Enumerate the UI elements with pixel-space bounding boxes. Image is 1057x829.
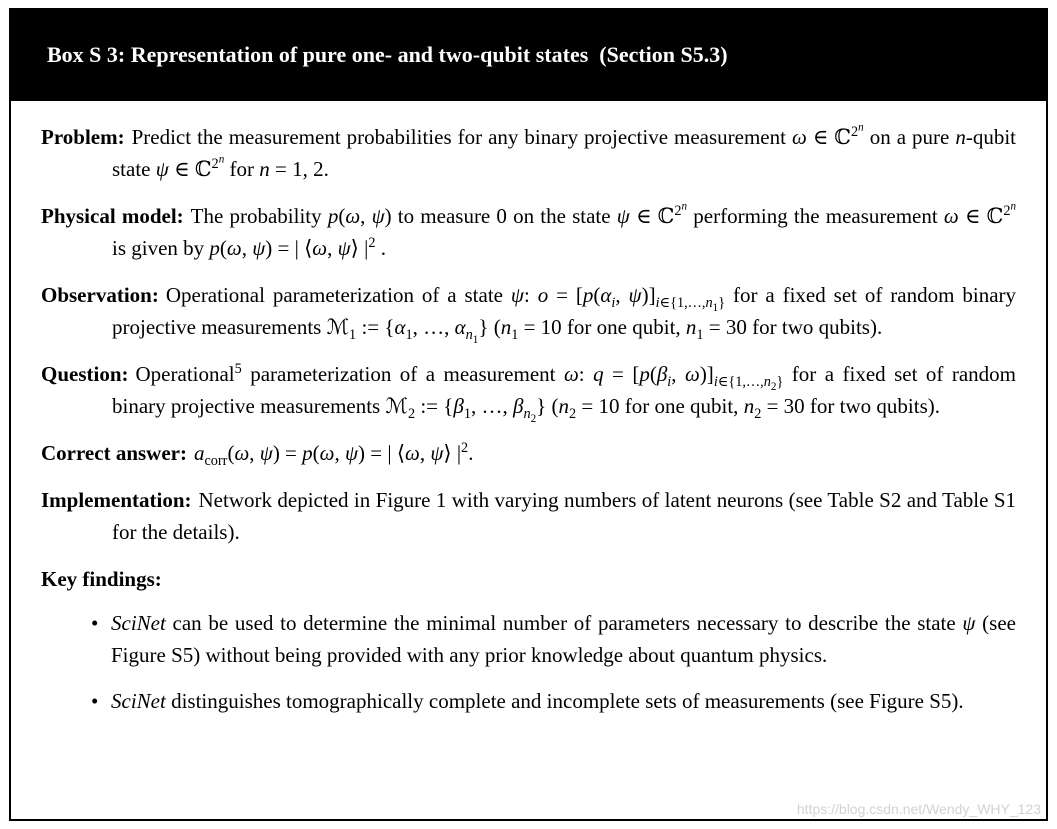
para-observation [41, 279, 1017, 347]
para-problem-label: Problem: [41, 125, 125, 149]
para-key-findings-label: Key findings: [41, 567, 162, 591]
para-observation-text: Operational parameterization of a state ψ: $o = [p(\alpha_i$, $\psi)]_{i\in\{1,\dots,n_1\}}$ for a fixed set of random binary projective measurements ℳ$_1$ := {$\alpha_1$, …, $\alpha_{n_1}$} ($n_1 = 10$ for one qubit, $n_1 = 30$ for two qubits). [112, 283, 1017, 347]
box-s3-panel [9, 8, 1048, 821]
para-implementation-label: Implementation: [41, 488, 192, 512]
para-implementation [41, 484, 1016, 548]
box-content [11, 101, 1046, 717]
key-finding-item [89, 607, 1016, 671]
para-correct-answer-text: $a_{corr}(\omega$, ψ) = p(ω, ψ) = | ⟨ω, ψ⟩ $|^2$. [193, 440, 474, 470]
key-finding-text: SciNet can be used to determine the minimal number of parameters necessary to describe the state ψ (see Figure S5) without being provided with any prior knowledge about quantum physics. [111, 611, 1016, 667]
para-correct-answer-label: Correct answer: [41, 441, 187, 465]
key-finding-text: SciNet distinguishes tomographically complete and incomplete sets of measurements (see Figure S5). [111, 689, 964, 713]
watermark-text: https://blog.csdn.net/Wendy_WHY_123 [796, 801, 1041, 817]
para-physical-model [41, 200, 1016, 264]
para-problem [41, 121, 1016, 185]
para-physical-model-text: The probability p(ω, ψ) to measure 0 on the state ψ ∈ ℂ$^{2^n}$ performing the measurement ω ∈ ℂ$^{2^n}$ is given by p(ω, ψ) = | ⟨ω, ψ⟩ $|^2$ . [112, 200, 1017, 260]
key-finding-item [89, 685, 1016, 717]
para-question-label: Question: [41, 362, 129, 386]
para-question-text: Operational$^5$ parameterization of a measurement ω: $q = [p(\beta_i$, $\omega)]_{i\in\{1,\dots,n_2\}}$ for a fixed set of random binary projective measurements ℳ$_2$ := {$\beta_1$, …, $\beta_{n_2}$} ($n_2 = 10$ for one qubit, $n_2 = 30$ for two qubits). [112, 361, 1016, 426]
para-correct-answer [41, 437, 1016, 469]
box-title: Box S 3: Representation of pure one- and two-qubit states (Section S5.3) [47, 42, 728, 67]
para-physical-model-label: Physical model: [41, 204, 184, 228]
para-problem-text: Predict the measurement probabilities for any binary projective measurement ω ∈ ℂ$^{2^n}$ on a pure n-qubit state ψ ∈ ℂ$^{2^n}$ for n = 1, 2. [112, 121, 1017, 181]
para-key-findings-heading [41, 563, 1016, 595]
para-question [41, 358, 1016, 426]
para-implementation-text: Network depicted in Figure 1 with varying numbers of latent neurons (see Table S2 and Table S1 for the details). [112, 488, 1016, 544]
key-findings-list [41, 607, 1016, 717]
para-observation-label: Observation: [41, 283, 159, 307]
box-header-bar [11, 10, 1046, 101]
